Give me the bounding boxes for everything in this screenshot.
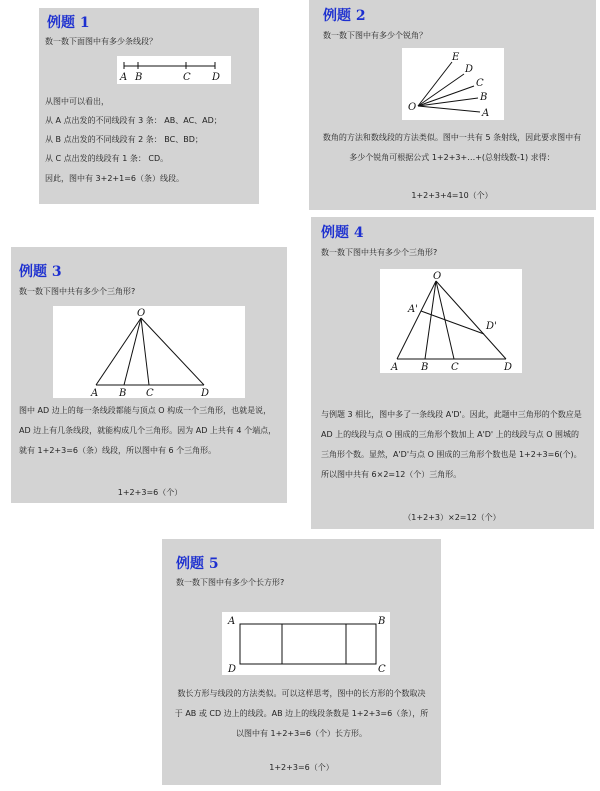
example-2-title: 例题 2 <box>323 8 366 24</box>
label-c: C <box>378 664 386 675</box>
label-c: C <box>451 362 459 373</box>
example-1-line-3: 从 B 点出发的不同线段有 2 条： BC、BD； <box>45 135 203 144</box>
example-1-card <box>39 8 259 204</box>
example-4-formula: （1+2+3）×2=12（个） <box>403 513 501 522</box>
label-a: A <box>120 72 128 83</box>
label-a-prime: A' <box>408 304 418 315</box>
label-o: O <box>137 308 146 319</box>
example-3-figure <box>53 306 245 398</box>
label-c: C <box>476 78 484 89</box>
example-1-line-5: 因此，图中有 3+2+1=6（条）线段。 <box>45 174 185 183</box>
example-5-formula: 1+2+3=6（个） <box>269 763 334 772</box>
example-2-question: 数一数下图中有多少个锐角？ <box>323 31 427 40</box>
label-d: D <box>212 72 221 83</box>
label-d-prime: D' <box>486 321 497 332</box>
example-2-paragraph: 数角的方法和数线段的方法类似。图中一共有 5 条射线，因此要求图中有多少个锐角可根据公式 1+2+3+…+(总射线数-1) 求得： <box>322 133 582 162</box>
example-3-card <box>11 247 287 503</box>
example-1-line-2: 从 A 点出发的不同线段有 3 条： AB、AC、AD； <box>45 116 222 125</box>
example-3-paragraph: 图中 AD 边上的每一条线段都能与顶点 O 构成一个三角形，也就是说，AD 边上有几条线段，就能构成几个三角形。因为 AD 上共有 4 个端点，就有 1+2+3=6（条）线段，所以图中有 6 个三角形。 <box>19 406 277 455</box>
label-d: D <box>465 64 474 75</box>
example-3-formula: 1+2+3=6（个） <box>117 488 183 497</box>
label-d: D <box>228 664 237 675</box>
side-oc <box>141 318 149 385</box>
example-5-title: 例题 5 <box>176 556 219 572</box>
example-5-card <box>162 539 441 785</box>
example-1-question: 数一数下面图中有多少条线段？ <box>45 37 157 46</box>
example-3-title: 例题 3 <box>19 264 62 280</box>
example-4-title: 例题 4 <box>321 225 364 241</box>
label-b: B <box>119 388 127 398</box>
example-1-figure <box>117 56 231 84</box>
example-5-figure <box>222 612 390 675</box>
rectangle-abcd <box>240 624 376 664</box>
label-c: C <box>146 388 154 398</box>
label-a: A <box>482 108 490 119</box>
example-4-paragraph: 与例题 3 相比，图中多了一条线段 A'D'。因此，此题中三角形的个数应是 AD 上的线段与点 O 围成的三角形个数加上 A'D' 上的线段与点 O 围城的三角形个数。显然，A'D'与点 O 围成的三角形个数也是 1+2+3=6(个)。所以图中共有 6×2=12（个）三角形。 <box>321 410 582 479</box>
example-2-formula: 1+2+3+4=10（个） <box>411 191 493 200</box>
example-4-question: 数一数下图中共有多少个三角形? <box>321 248 438 257</box>
label-e: E <box>452 52 460 63</box>
label-b: B <box>135 72 143 83</box>
example-4-figure <box>380 269 522 373</box>
ray-oc <box>418 86 474 106</box>
label-a: A <box>228 616 236 627</box>
label-c: C <box>183 72 191 83</box>
example-2-figure <box>402 48 504 120</box>
example-3-question: 数一数下图中共有多少个三角形? <box>19 287 136 296</box>
label-d: D <box>504 362 513 373</box>
side-oa <box>96 318 141 385</box>
example-2-card <box>309 0 596 210</box>
side-od <box>141 318 204 385</box>
ray-oa <box>418 106 480 112</box>
label-o: O <box>433 271 442 282</box>
side-ob <box>124 318 141 385</box>
label-b: B <box>378 616 386 627</box>
example-1-line-4: 从 C 点出发的线段有 1 条： CD。 <box>45 154 169 163</box>
label-b: B <box>421 362 429 373</box>
label-a: A <box>91 388 99 398</box>
label-a: A <box>391 362 399 373</box>
label-o: O <box>408 102 417 113</box>
example-5-question: 数一数下图中有多少个长方形? <box>176 578 285 587</box>
example-5-paragraph: 数长方形与线段的方法类似。可以这样思考，图中的长方形的个数取决于 AB 或 CD 边上的线段。AB 边上的线段条数是 1+2+3=6（条），所以图中有 1+2+3=6（个）长方形。 <box>174 689 429 738</box>
label-d: D <box>201 388 210 398</box>
example-4-card <box>311 217 594 529</box>
label-b: B <box>480 92 488 103</box>
example-1-title: 例题 1 <box>47 15 90 31</box>
example-1-line-1: 从图中可以看出， <box>45 97 109 106</box>
